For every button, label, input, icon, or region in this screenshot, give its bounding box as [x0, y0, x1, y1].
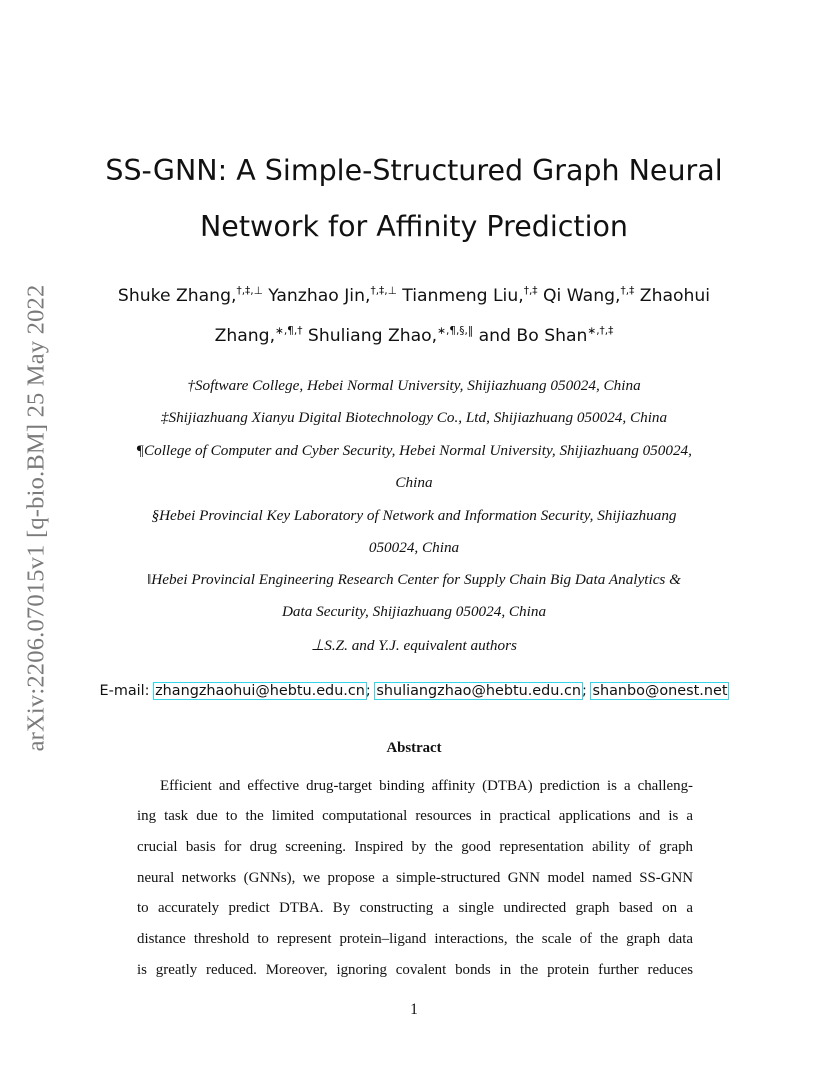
- page-number: 1: [410, 1001, 418, 1018]
- author-affiliation-marks: †,‡: [620, 285, 635, 297]
- abstract-heading: Abstract: [386, 740, 442, 756]
- paper-title-line-1: SS-GNN: A Simple-Structured Graph Neural: [105, 154, 723, 187]
- email-separator: ;: [582, 683, 587, 699]
- affiliation-line: 050024, China: [368, 539, 460, 556]
- affiliation-line: China: [395, 474, 433, 491]
- author-affiliation-marks: ∗,¶,†: [275, 325, 303, 337]
- abstract-line: crucial basis for drug screening. Inspired by the good representation ability of graph: [137, 839, 693, 855]
- email-link-zhang[interactable]: zhangzhaohui@hebtu.edu.cn: [155, 683, 365, 699]
- email-link-zhao[interactable]: shuliangzhao@hebtu.edu.cn: [376, 683, 582, 699]
- affiliation-line: ‡Shijiazhuang Xianyu Digital Biotechnology Co., Ltd, Shijiazhuang 050024, China: [160, 409, 668, 426]
- author-name: Qi Wang,: [537, 286, 621, 306]
- affiliation-line: ¶College of Computer and Cyber Security, Hebei Normal University, Shijiazhuang 050024,: [136, 442, 692, 459]
- affiliation-line: ‖Hebei Provincial Engineering Research Center for Supply Chain Big Data Analytics &: [147, 571, 681, 588]
- email-link-shan[interactable]: shanbo@onest.net: [592, 683, 728, 699]
- author-list-line-1: [0, 286, 828, 306]
- author-list-line-2: [0, 326, 828, 346]
- author-name: Tianmeng Liu,: [396, 286, 524, 306]
- affiliation-line: Data Security, Shijiazhuang 050024, China: [281, 603, 547, 620]
- email-label: E-mail:: [99, 683, 150, 699]
- author-name: Yanzhao Jin,: [262, 286, 371, 306]
- author-name: and Bo Shan: [473, 326, 588, 346]
- arxiv-identifier: arXiv:2206.07015v1 [q-bio.BM] 25 May 2022: [22, 284, 50, 752]
- abstract-line: Efficient and effective drug-target binding affinity (DTBA) prediction is a challeng-: [160, 778, 693, 794]
- author-affiliation-marks: ∗,¶,§,‖: [437, 325, 474, 337]
- affiliation-line: §Hebei Provincial Key Laboratory of Network and Information Security, Shijiazhuang: [151, 507, 677, 524]
- abstract-line: distance threshold to represent protein–ligand interactions, the scale of the graph data: [137, 931, 693, 947]
- abstract-line: to accurately predict DTBA. By constructing a single undirected graph based on a: [137, 900, 693, 916]
- abstract-line: neural networks (GNNs), we propose a simple-structured GNN model named SS-GNN: [137, 870, 693, 886]
- affiliation-line: †Software College, Hebei Normal University, Shijiazhuang 050024, China: [187, 377, 641, 394]
- author-affiliation-marks: †,‡,⊥: [370, 285, 397, 297]
- email-separator: ;: [365, 683, 371, 699]
- equivalent-authors-note: ⊥S.Z. and Y.J. equivalent authors: [311, 637, 517, 654]
- author-affiliation-marks: ∗,†,‡: [587, 325, 614, 337]
- contact-email-line: [0, 683, 828, 699]
- abstract-line: is greatly reduced. Moreover, ignoring covalent bonds in the protein further reduces: [137, 962, 693, 978]
- paper-title-line-2: Network for Affinity Prediction: [199, 210, 628, 243]
- author-name: Shuke Zhang,: [117, 286, 237, 306]
- abstract-line: ing task due to the limited computational resources in practical applications and is a: [137, 808, 693, 824]
- author-name: Zhaohui: [634, 286, 711, 306]
- author-affiliation-marks: †,‡: [523, 285, 538, 297]
- author-name: Zhang,: [214, 326, 276, 346]
- author-affiliation-marks: †,‡,⊥: [236, 285, 263, 297]
- author-name: Shuliang Zhao,: [302, 326, 438, 346]
